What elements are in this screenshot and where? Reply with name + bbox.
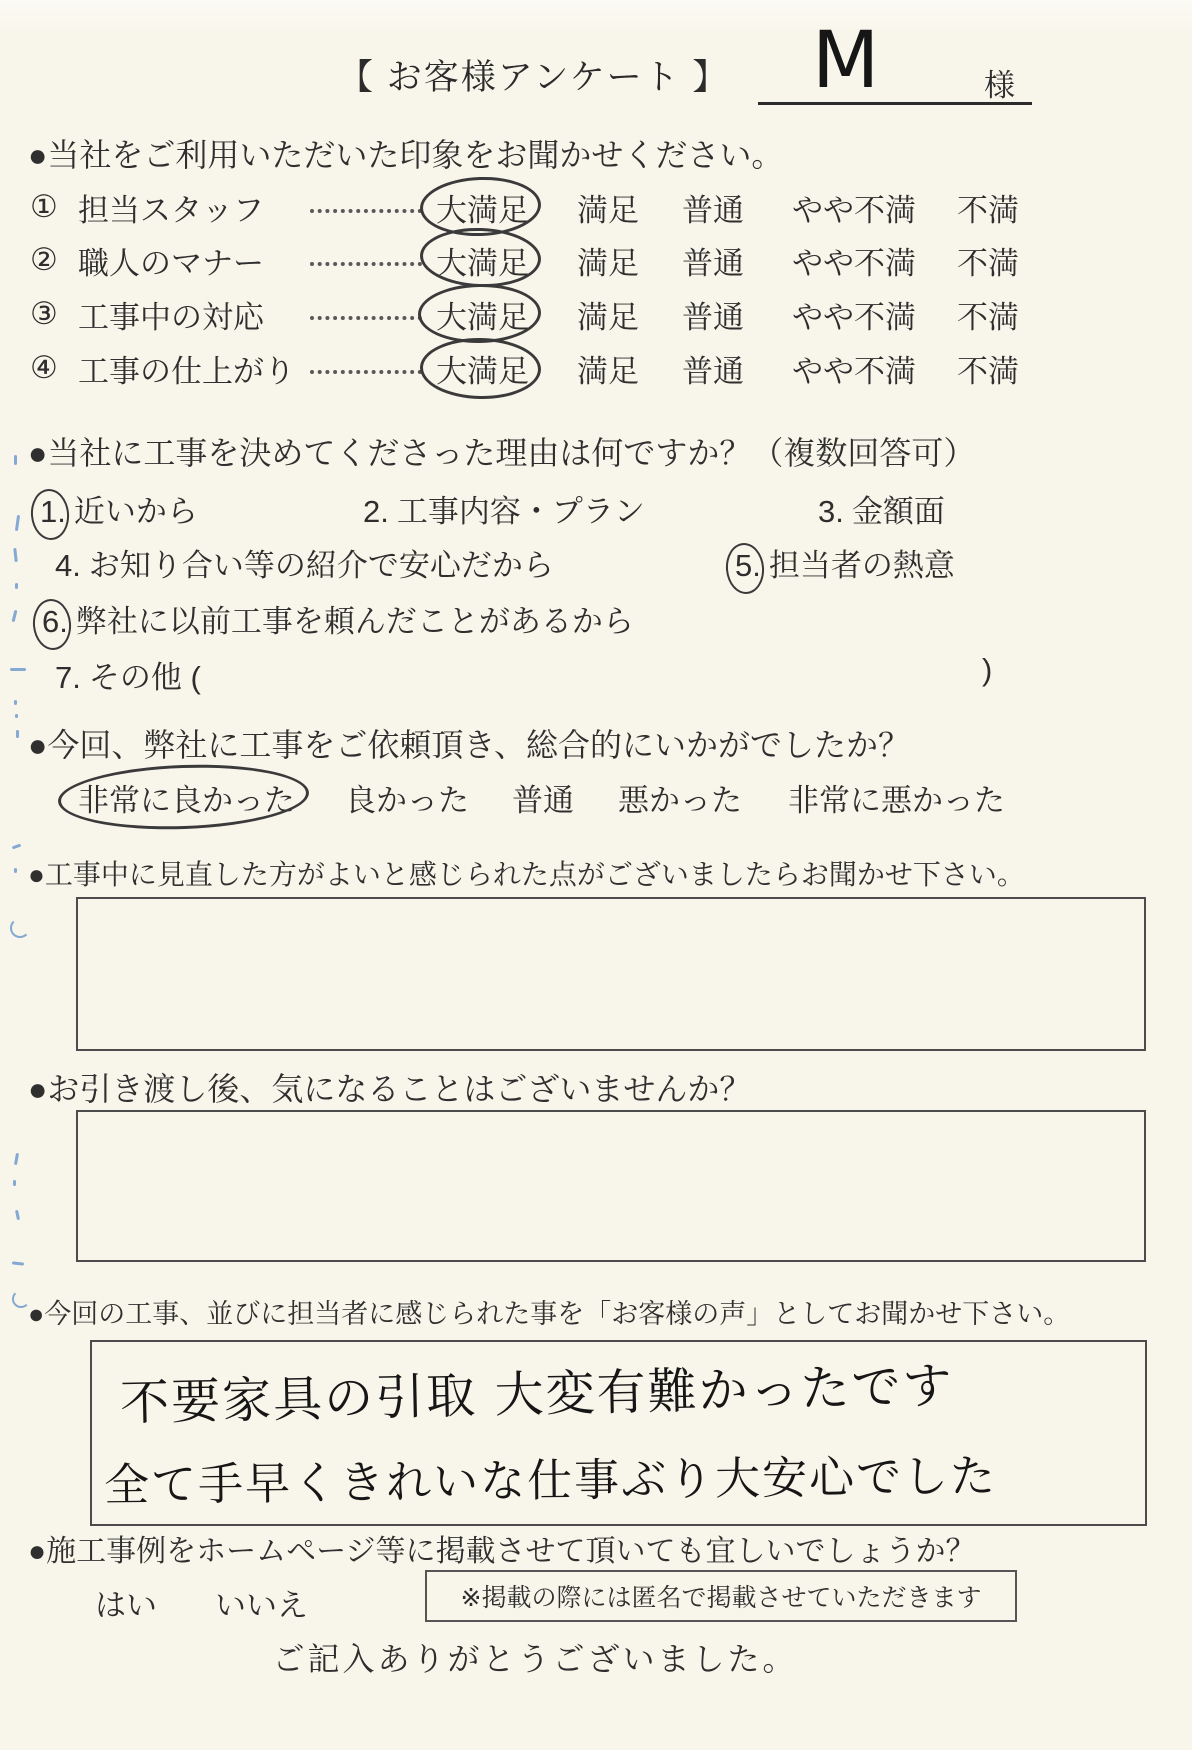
q3-option: 悪かった <box>618 783 742 818</box>
q3-option-selected-circle: 非常に良かった <box>78 775 295 820</box>
q7-option-yes: はい <box>95 1588 157 1623</box>
option-label: 普通 <box>682 245 744 281</box>
number: 7. <box>55 660 81 695</box>
option-label: 普通 <box>682 299 744 335</box>
number: 3. <box>818 494 844 529</box>
option-selected-circle: 大満足 <box>436 292 529 337</box>
q5-heading: ●お引き渡し後、気になることはございませんか？ <box>28 1071 752 1107</box>
row-label: 工事中の対応 <box>78 299 264 335</box>
row-number: ④ <box>30 350 58 385</box>
option-label: 弊社に以前工事を頼んだことがあるから <box>75 604 634 639</box>
q3-option: 良かった <box>345 783 469 818</box>
q1-row-finish <box>30 345 1170 391</box>
option-label: やや不満 <box>792 192 916 228</box>
anonymous-note-text: ※掲載の際には匿名で掲載させていただきます <box>460 1584 982 1612</box>
q7-heading: ●施工事例をホームページ等に掲載させて頂いても宜しいでしょうか？ <box>28 1535 976 1568</box>
name-honorific-label: 様 <box>984 68 1015 103</box>
q3-heading: ●今回、弊社に工事をご依頼頂き、総合的にいかがでしたか？ <box>28 727 911 763</box>
circled-number: 6. <box>42 604 68 639</box>
q5-answer-box <box>76 1110 1146 1262</box>
q1-row-manner <box>30 237 1170 283</box>
circled-number: 1. <box>40 494 66 529</box>
q2-heading: ●当社に工事を決めてくださった理由は何ですか？（複数回答可） <box>28 435 976 471</box>
option-selected-circle: 大満足 <box>436 238 529 283</box>
option-label: やや不満 <box>792 245 916 281</box>
q3-option: 非常に悪かった <box>788 783 1005 818</box>
row-number: ③ <box>30 296 58 331</box>
option-label: 金額面 <box>851 494 945 529</box>
option-selected-circle: 大満足 <box>436 346 529 391</box>
circled-number: 5. <box>735 548 761 583</box>
handwritten-customer-name: M <box>812 16 882 106</box>
q4-answer-box <box>76 897 1146 1051</box>
row-number: ② <box>30 242 58 277</box>
q2-option-referral <box>55 540 554 585</box>
q1-row-response <box>30 291 1170 337</box>
thank-you-text: ご記入ありがとうございました。 <box>272 1641 798 1677</box>
option-label: 普通 <box>682 353 744 389</box>
q2-option-near <box>40 486 198 531</box>
q1-heading: ●当社をご利用いただいた印象をお聞かせください。 <box>28 137 784 173</box>
option-label: やや不満 <box>792 353 916 389</box>
q2-option-price <box>818 486 945 531</box>
dot-leader <box>310 316 422 320</box>
q6-heading: ●今回の工事、並びに担当者に感じられた事を「お客様の声」としてお聞かせ下さい。 <box>28 1299 1071 1329</box>
option-label: 満足 <box>577 192 639 228</box>
option-label: お知り合い等の紹介で安心だから <box>88 548 554 583</box>
q4-heading: ●工事中に見直した方がよいと感じられた点がございましたらお聞かせ下さい。 <box>28 859 1025 890</box>
handwritten-comment-line2: 全て手早くきれいな仕事ぶり大安心でした <box>103 1449 998 1512</box>
option-label: 不満 <box>957 245 1019 281</box>
q2-option-other <box>55 652 201 697</box>
option-label: 工事内容・プラン <box>396 494 645 529</box>
anonymous-note-box <box>425 1570 1017 1622</box>
option-label: 普通 <box>682 192 744 228</box>
option-selected-circle: 大満足 <box>436 185 529 230</box>
q6-answer-box <box>90 1340 1147 1526</box>
option-label: 不満 <box>957 192 1019 228</box>
option-label: 担当者の熱意 <box>768 548 955 583</box>
option-label: 不満 <box>957 299 1019 335</box>
option-label: その他 ( <box>88 660 201 695</box>
option-label: 満足 <box>577 245 639 281</box>
number: 4. <box>55 548 81 583</box>
q7-option-no: いいえ <box>215 1588 308 1623</box>
q2-other-close-paren: ) <box>982 652 993 687</box>
option-label: 満足 <box>577 299 639 335</box>
option-label: 満足 <box>577 353 639 389</box>
row-number: ① <box>30 189 58 224</box>
dot-leader <box>310 209 422 213</box>
q1-row-staff <box>30 184 1170 230</box>
handwritten-comment-line1: 不要家具の引取 大変有難かったです <box>119 1357 955 1432</box>
number: 2. <box>363 494 389 529</box>
page-title: 【 お客様アンケート 】 <box>338 58 730 97</box>
row-label: 職人のマナー <box>78 245 264 281</box>
dot-leader <box>310 262 422 266</box>
q2-option-repeat <box>42 596 634 641</box>
row-label: 工事の仕上がり <box>78 353 295 389</box>
q3-option: 普通 <box>512 783 574 818</box>
q2-option-enthusiasm <box>735 540 955 585</box>
row-label: 担当スタッフ <box>78 192 264 228</box>
q2-option-plan <box>363 486 645 531</box>
option-label: 不満 <box>957 353 1019 389</box>
option-label: やや不満 <box>792 299 916 335</box>
option-label: 近いから <box>73 494 198 529</box>
dot-leader <box>310 370 422 374</box>
